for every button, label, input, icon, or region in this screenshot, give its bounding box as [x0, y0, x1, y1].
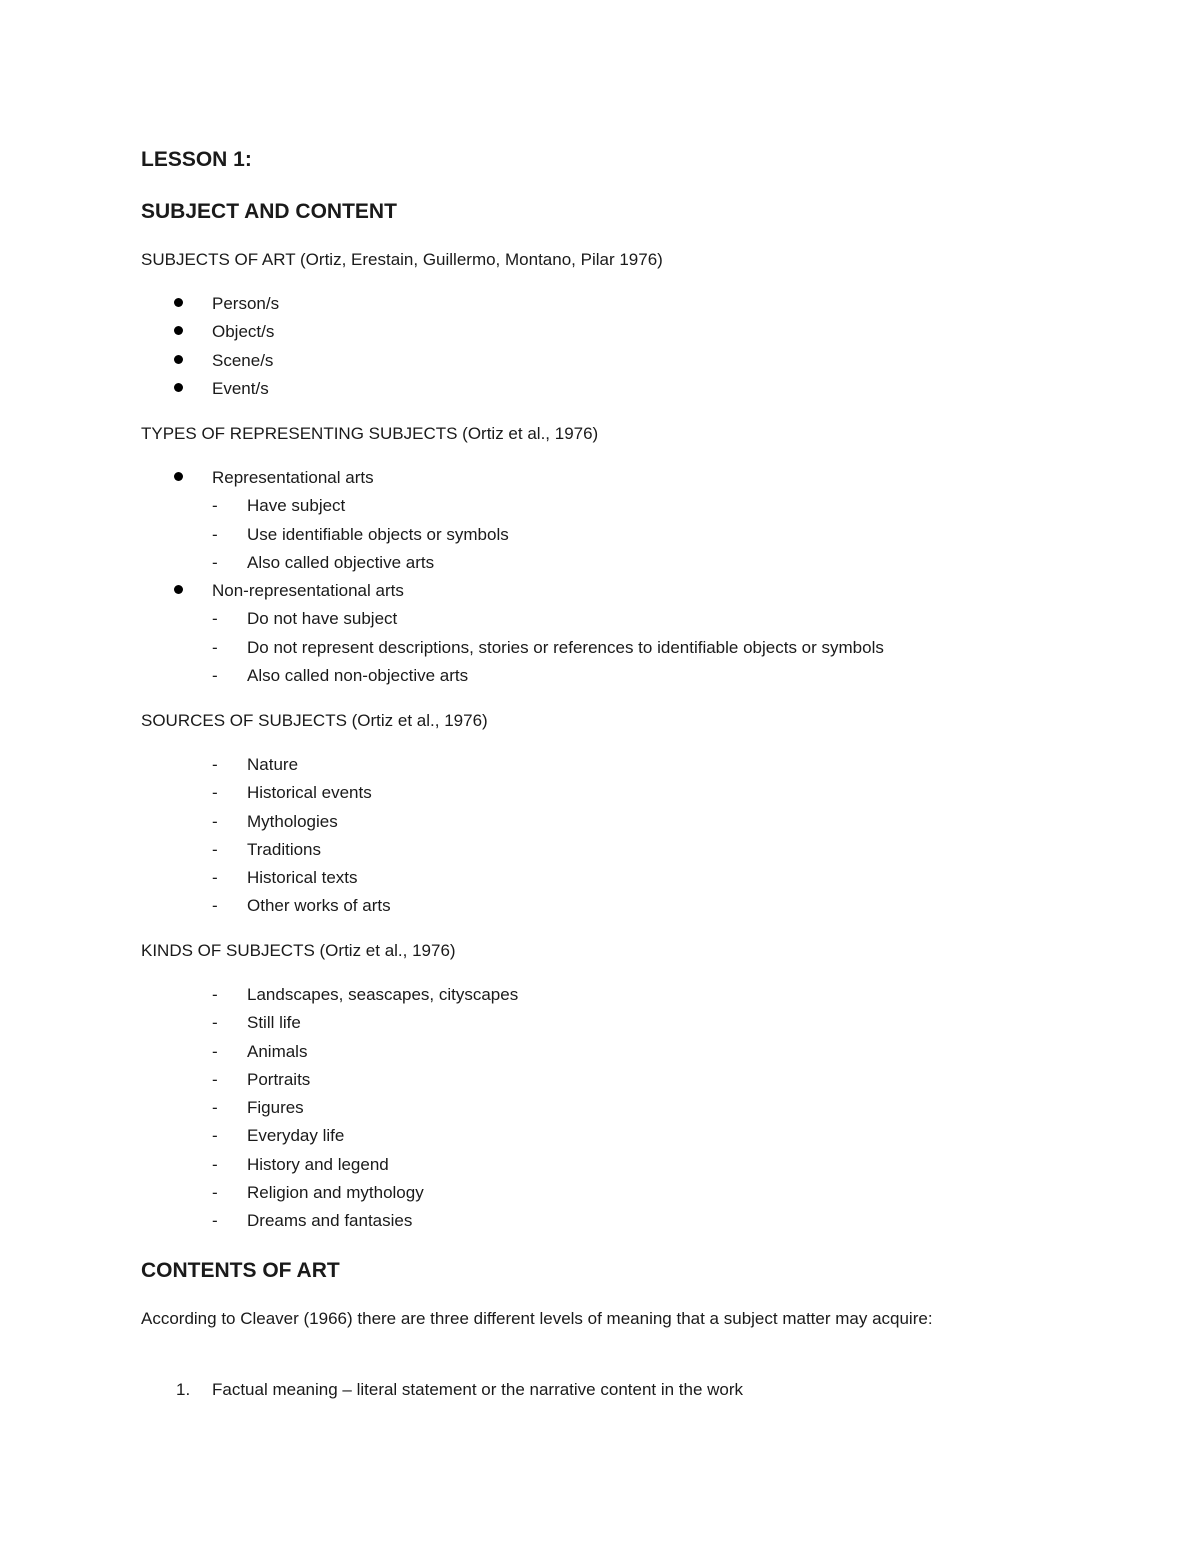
list-item-text: Do not have subject	[247, 609, 398, 629]
dash-icon: -	[212, 839, 218, 859]
dash-icon: -	[212, 1013, 218, 1033]
list-item-text: Other works of arts	[247, 896, 391, 916]
list-item-text: Event/s	[212, 378, 269, 398]
dash-icon: -	[212, 896, 218, 916]
list-item-text: History and legend	[247, 1154, 389, 1174]
lesson-title: LESSON 1:	[141, 148, 252, 171]
kinds-heading: KINDS OF SUBJECTS (Ortiz et al., 1976)	[141, 941, 456, 960]
list-item-text: Non-representational arts	[212, 581, 404, 601]
dash-icon: -	[212, 868, 218, 888]
bullet-icon	[174, 472, 183, 481]
numbered-item-text: Factual meaning – literal statement or the narrative content in the work	[212, 1380, 744, 1399]
bullet-icon	[174, 298, 183, 307]
dash-icon: -	[212, 609, 218, 629]
list-item-text: Everyday life	[247, 1126, 345, 1146]
list-item-text: Religion and mythology	[247, 1183, 424, 1203]
dash-icon: -	[212, 1041, 218, 1061]
types-heading: TYPES OF REPRESENTING SUBJECTS (Ortiz et al., 1976)	[141, 424, 599, 443]
list-item-text: Also called objective arts	[247, 552, 435, 572]
numbered-item-marker: 1.	[176, 1380, 191, 1399]
bullet-icon	[174, 585, 183, 594]
dash-icon: -	[212, 811, 218, 831]
contents-intro: According to Cleaver (1966) there are three different levels of meaning that a subject matter may acquire:	[141, 1309, 933, 1328]
list-item-text: Landscapes, seascapes, cityscapes	[247, 985, 519, 1004]
list-item-text: Traditions	[247, 839, 322, 859]
list-item-text: Scene/s	[212, 350, 274, 370]
dash-icon: -	[212, 1211, 218, 1231]
list-item-text: Person/s	[212, 294, 280, 313]
dash-icon: -	[212, 637, 218, 657]
list-item-text: Do not represent descriptions, stories or references to identifiable objects or symbols	[247, 637, 884, 657]
dash-icon: -	[212, 1069, 218, 1089]
dash-icon: -	[212, 524, 218, 544]
list-item-text: Mythologies	[247, 811, 338, 831]
list-item-text: Have subject	[247, 496, 346, 516]
dash-icon: -	[212, 985, 218, 1004]
dash-icon: -	[212, 783, 218, 803]
list-item-text: Historical events	[247, 783, 372, 803]
subjects-of-art-heading: SUBJECTS OF ART (Ortiz, Erestain, Guillermo, Montano, Pilar 1976)	[141, 250, 663, 269]
list-item-text: Nature	[247, 755, 299, 774]
subject-heading: SUBJECT AND CONTENT	[141, 200, 397, 223]
list-item-text: Portraits	[247, 1069, 311, 1089]
list-item-text: Object/s	[212, 322, 275, 342]
bullet-icon	[174, 326, 183, 335]
dash-icon: -	[212, 666, 218, 686]
dash-icon: -	[212, 552, 218, 572]
dash-icon: -	[212, 1126, 218, 1146]
bullet-icon	[174, 355, 183, 364]
bullet-icon	[174, 383, 183, 392]
dash-icon: -	[212, 496, 218, 516]
list-item-text: Representational arts	[212, 468, 374, 487]
sources-heading: SOURCES OF SUBJECTS (Ortiz et al., 1976)	[141, 711, 488, 730]
list-item-text: Use identifiable objects or symbols	[247, 524, 509, 544]
dash-icon: -	[212, 1154, 218, 1174]
list-item-text: Figures	[247, 1098, 304, 1118]
dash-icon: -	[212, 1183, 218, 1203]
dash-icon: -	[212, 755, 218, 774]
list-item-text: Also called non-objective arts	[247, 666, 469, 686]
list-item-text: Still life	[247, 1013, 301, 1033]
list-item-text: Historical texts	[247, 868, 358, 888]
dash-icon: -	[212, 1098, 218, 1118]
contents-heading: CONTENTS OF ART	[141, 1259, 340, 1282]
list-item-text: Dreams and fantasies	[247, 1211, 413, 1231]
list-item-text: Animals	[247, 1041, 308, 1061]
